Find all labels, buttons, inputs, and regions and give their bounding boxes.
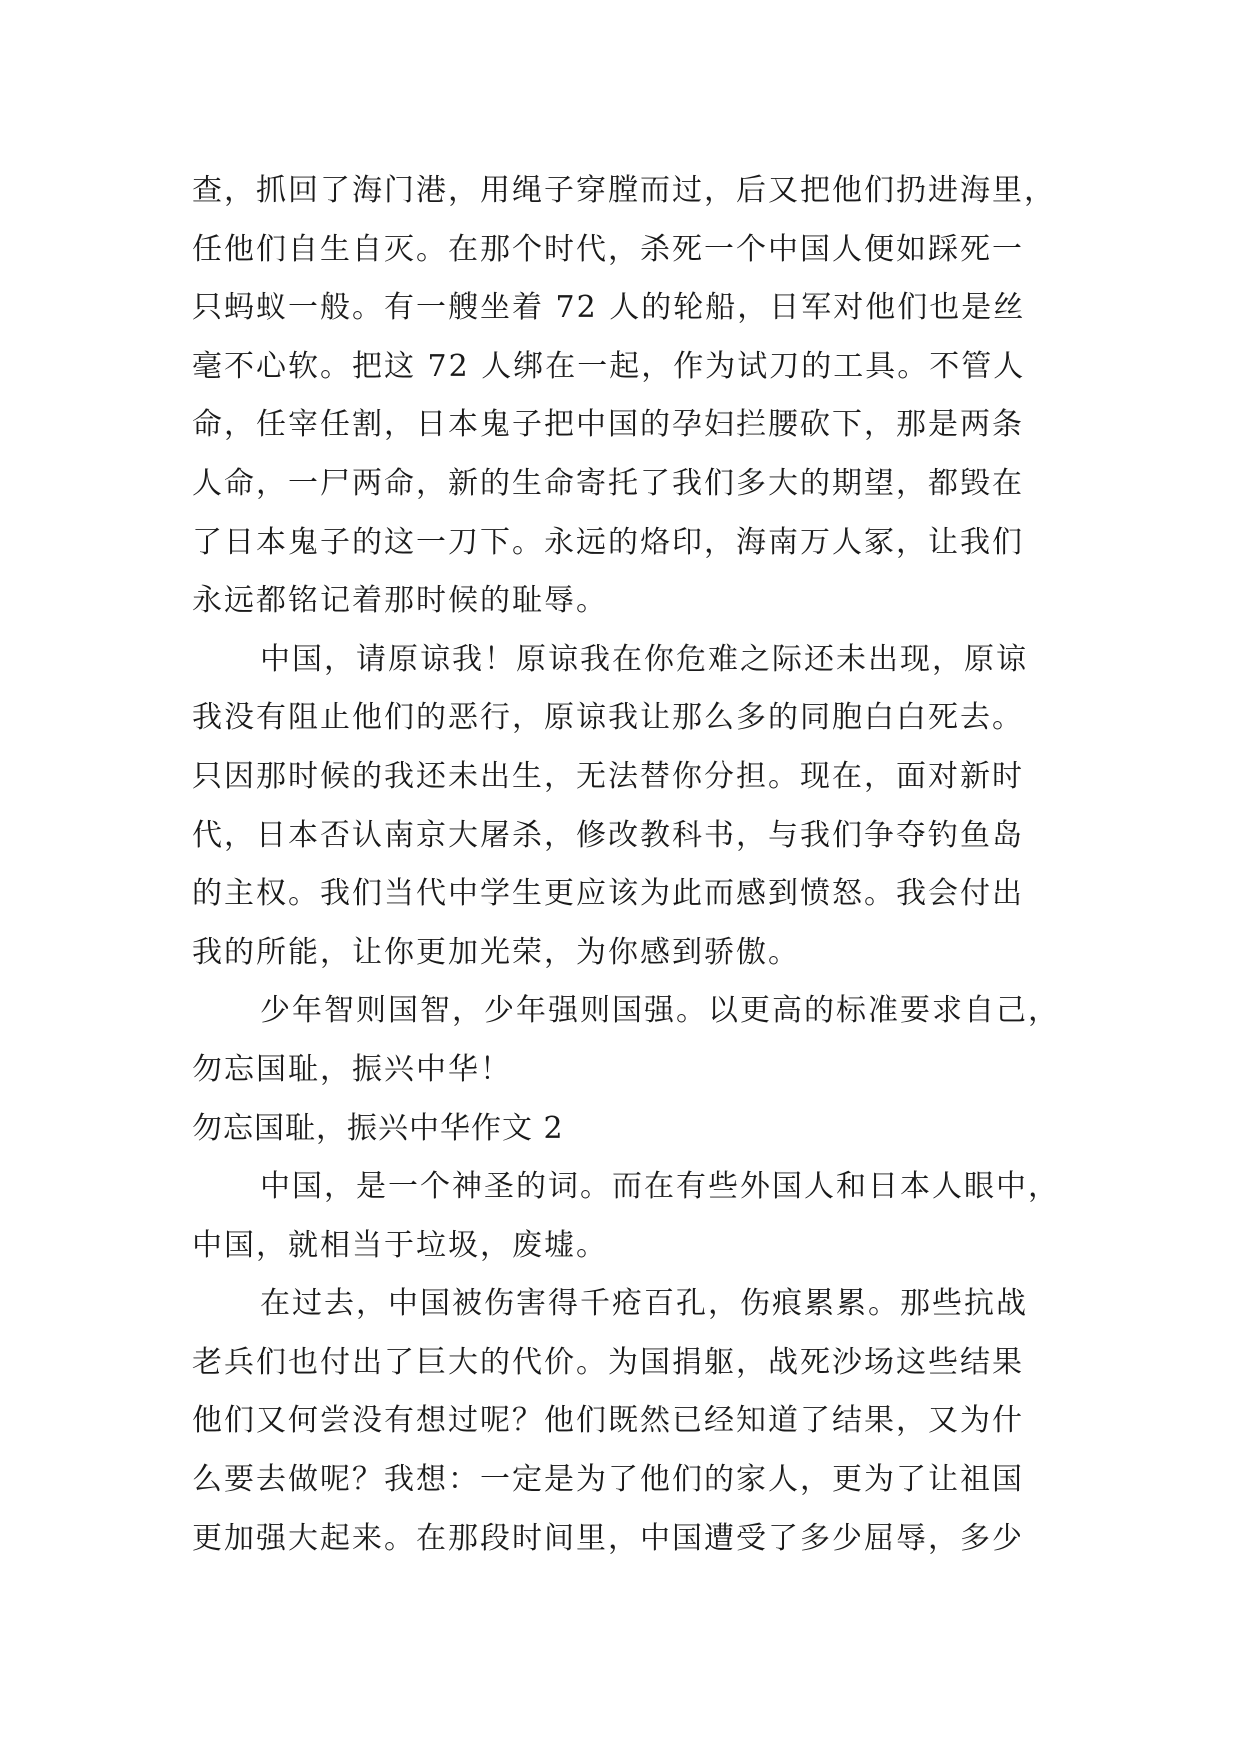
text-line: 代，日本否认南京大屠杀，修改教科书，与我们争夺钓鱼岛 <box>192 817 1024 853</box>
paragraph-first-line: 少年智则国智，少年强则国强。以更高的标准要求自己， <box>260 993 1060 1029</box>
text-line: 人命，一尸两命，新的生命寄托了我们多大的期望，都毁在 <box>192 465 1024 501</box>
text-line: 中国，就相当于垃圾，废墟。 <box>192 1227 608 1263</box>
paragraph-first-line: 中国，请原谅我！原谅我在你危难之际还未出现，原谅 <box>260 641 1028 677</box>
text-line: 查，抓回了海门港，用绳子穿膛而过，后又把他们扔进海里， <box>192 173 1056 208</box>
text-line: 更加强大起来。在那段时间里，中国遭受了多少屈辱，多少 <box>192 1520 1024 1556</box>
text-line: 我没有阻止他们的恶行，原谅我让那么多的同胞白白死去。 <box>192 700 1024 736</box>
text-line: 了日本鬼子的这一刀下。永远的烙印，海南万人冢，让我们 <box>192 524 1024 560</box>
text-line: 毫不心软。把这 72 人绑在一起，作为试刀的工具。不管人 <box>192 348 1026 384</box>
paragraph-first-line: 中国，是一个神圣的词。而在有些外国人和日本人眼中， <box>260 1169 1060 1205</box>
text-line: 勿忘国耻，振兴中华！ <box>192 1051 512 1087</box>
text-line: 么要去做呢？我想：一定是为了他们的家人，更为了让祖国 <box>192 1462 1024 1498</box>
text-line: 永远都铭记着那时候的耻辱。 <box>192 583 608 619</box>
article-heading: 勿忘国耻，振兴中华作文 2 <box>192 1110 564 1146</box>
text-line: 任他们自生自灭。在那个时代，杀死一个中国人便如踩死一 <box>192 231 1024 267</box>
text-line: 的主权。我们当代中学生更应该为此而感到愤怒。我会付出 <box>192 876 1024 912</box>
article-body <box>192 162 1072 1568</box>
text-line: 只因那时候的我还未出生，无法替你分担。现在，面对新时 <box>192 758 1024 794</box>
text-line: 命，任宰任割，日本鬼子把中国的孕妇拦腰砍下，那是两条 <box>192 407 1024 443</box>
text-line: 他们又何尝没有想过呢？他们既然已经知道了结果，又为什 <box>192 1403 1024 1439</box>
text-line: 只蚂蚁一般。有一艘坐着 72 人的轮船，日军对他们也是丝 <box>192 290 1026 326</box>
text-line: 老兵们也付出了巨大的代价。为国捐躯，战死沙场这些结果 <box>192 1344 1024 1380</box>
paragraph-first-line: 在过去，中国被伤害得千疮百孔，伤痕累累。那些抗战 <box>260 1286 1028 1322</box>
text-line: 我的所能，让你更加光荣，为你感到骄傲。 <box>192 934 800 970</box>
